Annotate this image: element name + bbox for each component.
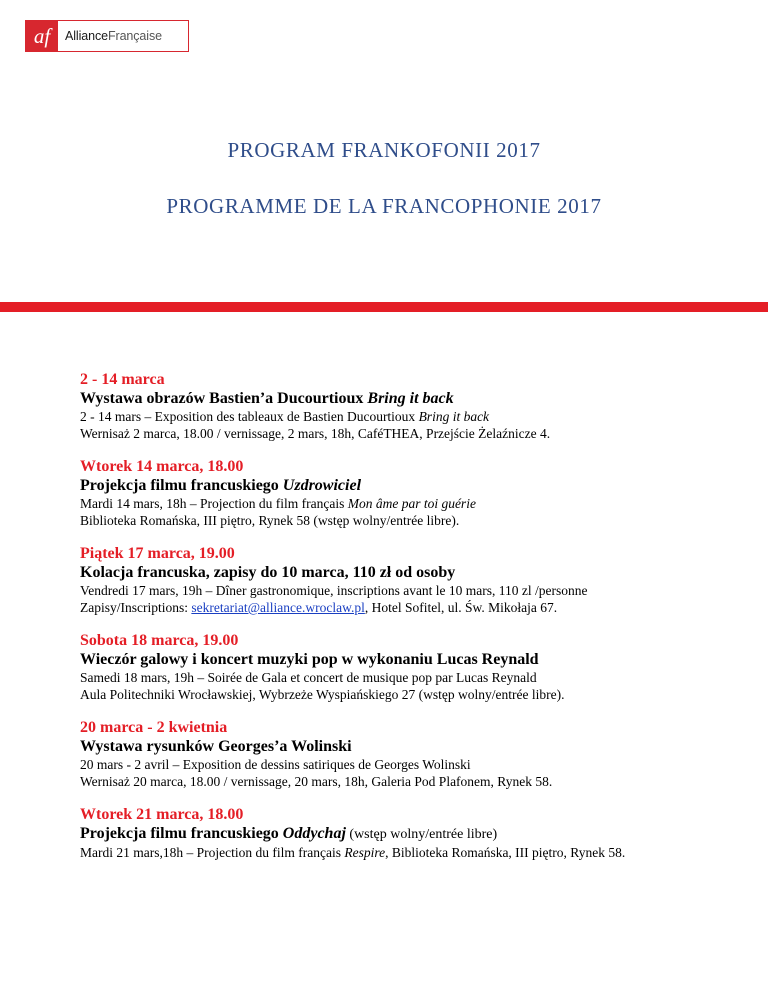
event-2 bbox=[80, 457, 680, 529]
event-date: Wtorek 14 marca, 18.00 bbox=[80, 458, 244, 475]
event-1 bbox=[80, 370, 680, 442]
event-venue: Wernisaż 20 marca, 18.00 / vernissage, 20 mars, 18h, Galeria Pod Plafonem, Rynek 58. bbox=[80, 774, 553, 789]
event-date: 20 marca - 2 kwietnia bbox=[80, 719, 228, 736]
logo-wordmark bbox=[58, 21, 162, 51]
event-4 bbox=[80, 631, 680, 703]
event-french-description: Mardi 14 mars, 18h – Projection du film français Mon âme par toi guérie bbox=[80, 496, 476, 511]
event-title: Wystawa obrazów Bastien’a Ducourtioux Bring it back bbox=[80, 390, 454, 407]
event-venue: Wernisaż 2 marca, 18.00 / vernissage, 2 mars, 18h, CaféTHEA, Przejście Żelaźnicze 4. bbox=[80, 426, 551, 441]
event-venue: Zapisy/Inscriptions: sekretariat@alliance.wroclaw.pl, Hotel Sofitel, ul. Św. Mikołaja 67. bbox=[80, 600, 558, 615]
logo-name-bold: Alliance bbox=[65, 29, 108, 43]
event-title: Projekcja filmu francuskiego Oddychaj (wstęp wolny/entrée libre) bbox=[80, 825, 498, 842]
event-venue: Aula Politechniki Wrocławskiej, Wybrzeże Wyspiańskiego 27 (wstęp wolny/entrée libre). bbox=[80, 687, 565, 702]
event-6 bbox=[80, 805, 680, 861]
title-polish: PROGRAM FRANKOFONII 2017 bbox=[227, 138, 541, 162]
event-date: Wtorek 21 marca, 18.00 bbox=[80, 806, 244, 823]
event-title: Projekcja filmu francuskiego Uzdrowiciel bbox=[80, 477, 362, 494]
event-title: Wieczór galowy i koncert muzyki pop w wykonaniu Lucas Reynald bbox=[80, 651, 539, 668]
event-title: Kolacja francuska, zapisy do 10 marca, 110 zł od osoby bbox=[80, 564, 456, 581]
event-date: Sobota 18 marca, 19.00 bbox=[80, 632, 239, 649]
event-3 bbox=[80, 544, 680, 616]
event-french-description: Vendredi 17 mars, 19h – Dîner gastronomique, inscriptions avant le 10 mars, 110 zl /personne bbox=[80, 583, 588, 598]
red-divider bbox=[0, 302, 768, 312]
event-list bbox=[80, 370, 680, 876]
event-5 bbox=[80, 718, 680, 790]
af-logo-mark: af bbox=[26, 21, 58, 51]
title-french: PROGRAMME DE LA FRANCOPHONIE 2017 bbox=[166, 194, 602, 218]
event-venue: Biblioteka Romańska, III piętro, Rynek 58 (wstęp wolny/entrée libre). bbox=[80, 513, 460, 528]
event-date: Piątek 17 marca, 19.00 bbox=[80, 545, 235, 562]
email-link[interactable]: sekretariat@alliance.wroclaw.pl bbox=[191, 600, 365, 615]
event-date: 2 - 14 marca bbox=[80, 371, 165, 388]
event-french-description: Samedi 18 mars, 19h – Soirée de Gala et concert de musique pop par Lucas Reynald bbox=[80, 670, 537, 685]
event-french-description: 20 mars - 2 avril – Exposition de dessins satiriques de Georges Wolinski bbox=[80, 757, 471, 772]
event-french-description: 2 - 14 mars – Exposition des tableaux de Bastien Ducourtioux Bring it back bbox=[80, 409, 490, 424]
event-title: Wystawa rysunków Georges’a Wolinski bbox=[80, 738, 352, 755]
event-french-description: Mardi 21 mars,18h – Projection du film français Respire, Biblioteka Romańska, III piętro, Rynek 58. bbox=[80, 845, 626, 860]
alliance-francaise-logo bbox=[25, 20, 189, 52]
logo-name-light: Française bbox=[107, 29, 162, 43]
